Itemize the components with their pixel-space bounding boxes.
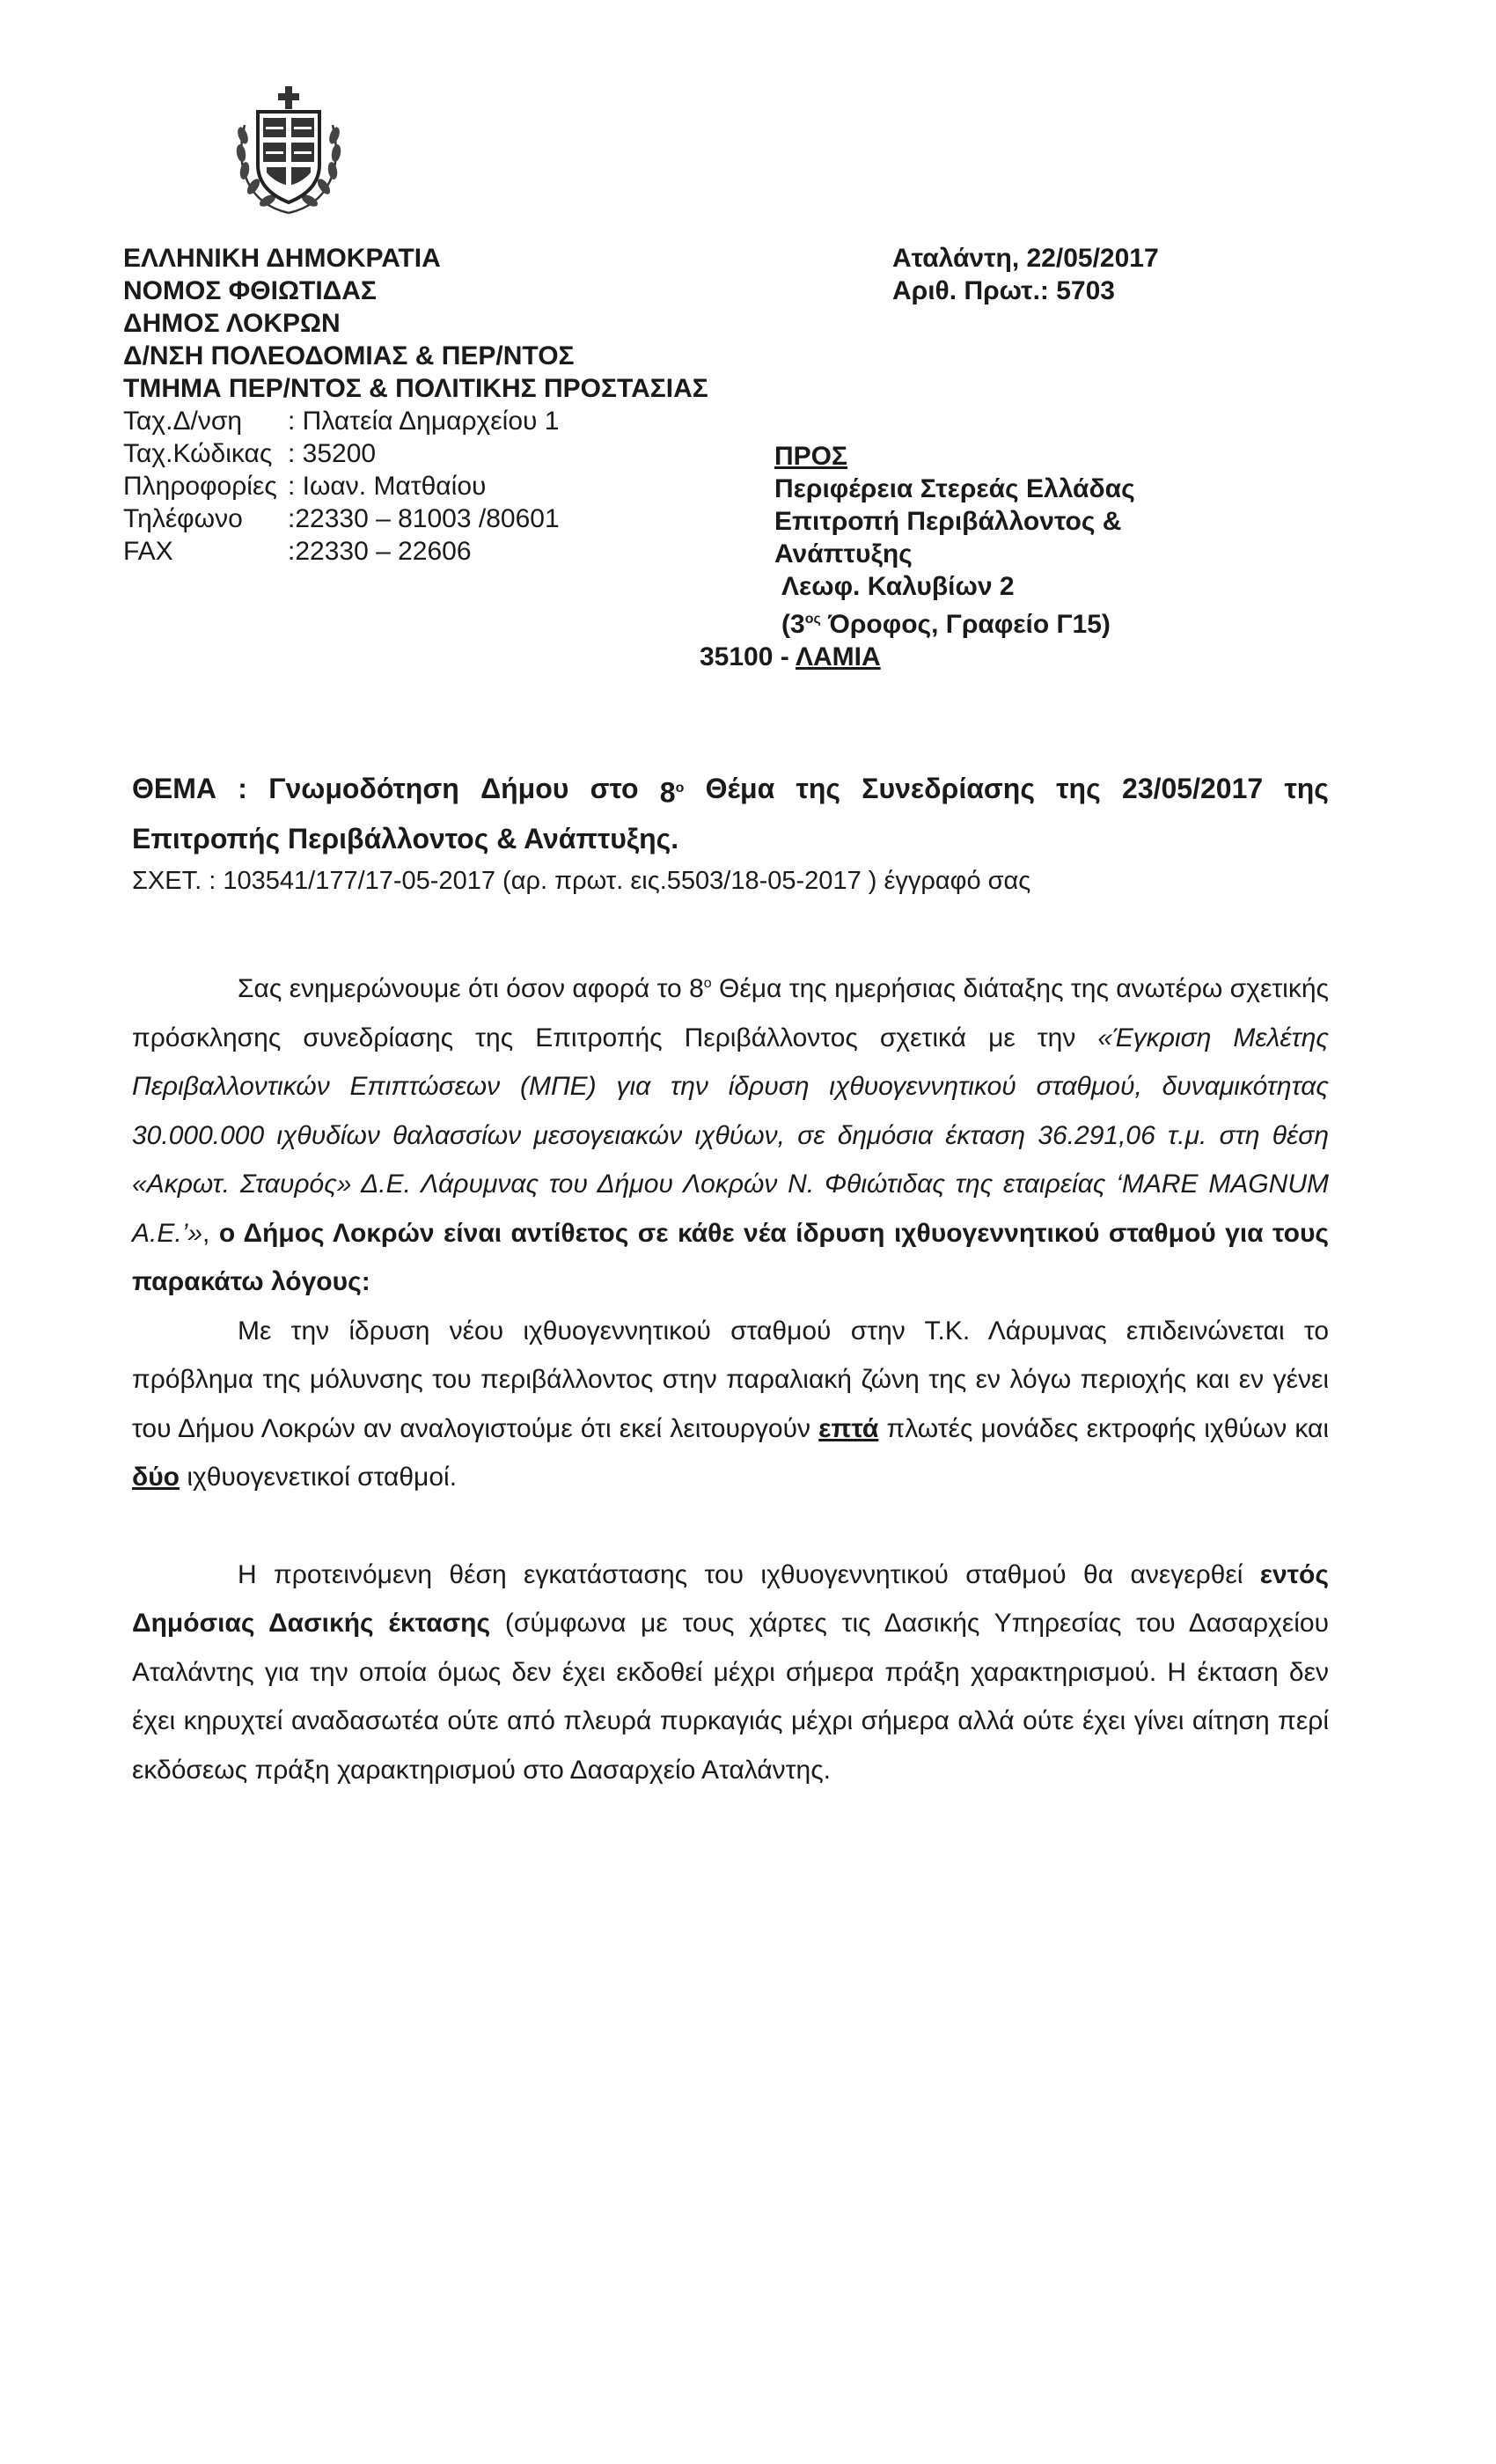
ordinal-suffix: ο bbox=[703, 976, 712, 991]
subject-word: 23/05/2017 bbox=[1122, 773, 1264, 804]
project-title: «Έγκριση Μελέτης Περιβαλλοντικών Επιπτώσεων (ΜΠΕ) για την ίδρυση ιχθυογεννητικού σταθμού, δυναμικότητας 30.000.000 ιχθυδίων θαλασσίων μεσογειακών ιχθύων, σε δημόσια έκταση 36.291,06 τ.μ. στη θέση «Ακρωτ. Σταυρός» Δ.Ε. Λάρυμνας του Δήμου Λοκρών Ν. Φθιώτιδας της εταιρείας ‘MARE MAGNUM Α.Ε.’» bbox=[132, 1023, 1330, 1248]
subject-word: Γνωμοδότηση bbox=[268, 773, 459, 804]
subject-ordinal: 8 bbox=[659, 776, 676, 809]
subject-block bbox=[132, 766, 1329, 862]
emphasis-forest-land: εντός Δημόσιας Δασικής έκτασης bbox=[132, 1559, 1329, 1638]
text: Η προτεινόμενη θέση εγκατάστασης του ιχθυογεννητικού σταθμού θα ανεγερθεί bbox=[238, 1559, 1260, 1589]
recipient-line: Επιτροπή Περιβάλλοντος & bbox=[774, 507, 1122, 536]
protocol-number: Αριθ. Πρωτ.: 5703 bbox=[892, 276, 1115, 305]
city: ΛΑΜΙΑ bbox=[795, 642, 881, 671]
contact-phone bbox=[123, 502, 708, 535]
contact-address bbox=[123, 405, 708, 437]
header-line: ΕΛΛΗΝΙΚΗ ΔΗΜΟΚΡΑΤΙΑ bbox=[123, 244, 441, 273]
text: πλωτές μονάδες εκτροφής ιχθύων και bbox=[878, 1413, 1329, 1443]
recipient-line: Ανάπτυξης bbox=[774, 539, 913, 568]
subject-line-2: Επιτροπής Περιβάλλοντος & Ανάπτυξης. bbox=[132, 822, 679, 854]
subject-line-1 bbox=[132, 766, 1329, 816]
header-line: Δ/ΝΣΗ ΠΟΛΕΟΔΟΜΙΑΣ & ΠΕΡ/ΝΤΟΣ bbox=[123, 341, 575, 370]
emphasis-count: δύο bbox=[132, 1463, 180, 1492]
subject-word: της bbox=[1056, 773, 1101, 804]
sender-header bbox=[123, 242, 708, 568]
contact-label: FAX bbox=[123, 537, 173, 566]
contact-value: : Πλατεία Δημαρχείου 1 bbox=[288, 407, 560, 436]
header-line: ΔΗΜΟΣ ΛΟΚΡΩΝ bbox=[123, 309, 341, 338]
municipality-position: ο Δήμος Λοκρών είναι αντίθετος σε κάθε νέα ίδρυση ιχθυογεννητικού σταθμού για τους παρακάτω λόγους: bbox=[132, 1218, 1330, 1296]
date-protocol-block bbox=[892, 242, 1159, 307]
contact-fax bbox=[123, 535, 708, 568]
place-date: Αταλάντη, 22/05/2017 bbox=[892, 244, 1159, 273]
contact-label: Πληροφορίες bbox=[123, 472, 277, 501]
text: (σύμφωνα με τους χάρτες τις Δασικής Υπηρεσίας του Δασαρχείου Αταλάντης για την οποία όμως δεν έχει εκδοθεί μέχρι σήμερα πράξη χαρακτηρισμού. Η έκταση δεν έχει κηρυχτεί αναδασωτέα ούτε από πλευρά πυρκαγιάς μέχρι σήμερα αλλά ούτε έχει γίνει αίτηση περί εκδόσεως πράξη χαρακτηρισμού στο Δασαρχείο Αταλάντης. bbox=[132, 1609, 1329, 1785]
subject-word: $8^o$ bbox=[659, 776, 685, 809]
recipient-city-line bbox=[700, 641, 1135, 673]
contact-info-person bbox=[123, 470, 708, 502]
contact-value: : Ιωαν. Ματθαίου bbox=[288, 472, 487, 501]
postcode: 35100 - bbox=[700, 642, 796, 671]
paragraph-3 bbox=[132, 1551, 1329, 1795]
subject-word: : bbox=[238, 773, 247, 804]
text: ιχθυογενετικοί σταθμοί. bbox=[179, 1463, 458, 1492]
floor-number: (3 bbox=[781, 610, 805, 639]
text: Θέμα της ημερήσιας διάταξης της ανωτέρω σχετικής πρόσκλησης συνεδρίασης της Επιτροπής Περιβάλλοντος σχετικά με την bbox=[132, 974, 1329, 1052]
letter-body bbox=[132, 959, 1329, 1794]
header-line: ΝΟΜΟΣ ΦΘΙΩΤΙΔΑΣ bbox=[123, 276, 377, 305]
recipient-block bbox=[700, 440, 1135, 673]
subject-word: στο bbox=[590, 773, 639, 804]
emphasis-count: επτά bbox=[818, 1413, 879, 1443]
recipient-line: Λεωφ. Καλυβίων 2 bbox=[781, 572, 1015, 601]
contact-value: :22330 – 22606 bbox=[288, 537, 472, 566]
header-line: ΤΜΗΜΑ ΠΕΡ/ΝΤΟΣ & ΠΟΛΙΤΙΚΗΣ ΠΡΟΣΤΑΣΙΑΣ bbox=[123, 374, 708, 403]
subject-word: ΘΕΜΑ bbox=[132, 773, 216, 804]
reference-line: ΣΧΕΤ. : 103541/177/17-05-2017 (αρ. πρωτ. εις.5503/18-05-2017 ) έγγραφό σας bbox=[132, 867, 1031, 895]
text: Σας ενημερώνουμε ότι όσον αφορά το 8 bbox=[238, 974, 704, 1003]
paragraph-2 bbox=[132, 1307, 1329, 1502]
floor-ordinal: ος bbox=[804, 612, 821, 627]
text: Με την ίδρυση νέου ιχθυογεννητικού σταθμού στην Τ.Κ. Λάρυμνας επιδεινώνεται το πρόβλημα της μόλυνσης του περιβάλλοντος στην παραλιακή ζώνη της εν λόγω περιοχής και εν γένει του Δήμου Λοκρών αν αναλογιστούμε ότι εκεί λειτουργούν bbox=[132, 1316, 1329, 1443]
paragraph-1 bbox=[132, 959, 1329, 1307]
recipient-floor bbox=[781, 603, 1135, 641]
contact-label: Ταχ.Δ/νση bbox=[123, 407, 243, 436]
contact-postcode bbox=[123, 437, 708, 470]
subject-word: Θέμα bbox=[705, 773, 775, 804]
to-label: ΠΡΟΣ bbox=[774, 442, 848, 471]
text: , bbox=[202, 1218, 219, 1248]
recipient-line: Περιφέρεια Στερεάς Ελλάδας bbox=[774, 474, 1135, 503]
subject-word: της bbox=[1284, 773, 1329, 804]
contact-label: Τηλέφωνο bbox=[123, 504, 243, 533]
subject-word: Δήμου bbox=[480, 773, 569, 804]
contact-value: : 35200 bbox=[288, 439, 377, 468]
subject-word: της bbox=[796, 773, 840, 804]
contact-label: Ταχ.Κώδικας bbox=[123, 439, 273, 468]
contact-value: :22330 – 81003 /80601 bbox=[288, 504, 560, 533]
subject-word: Συνεδρίασης bbox=[862, 773, 1035, 804]
coat-of-arms-icon bbox=[227, 81, 350, 222]
floor-office: Όροφος, Γραφείο Γ15) bbox=[820, 610, 1111, 639]
